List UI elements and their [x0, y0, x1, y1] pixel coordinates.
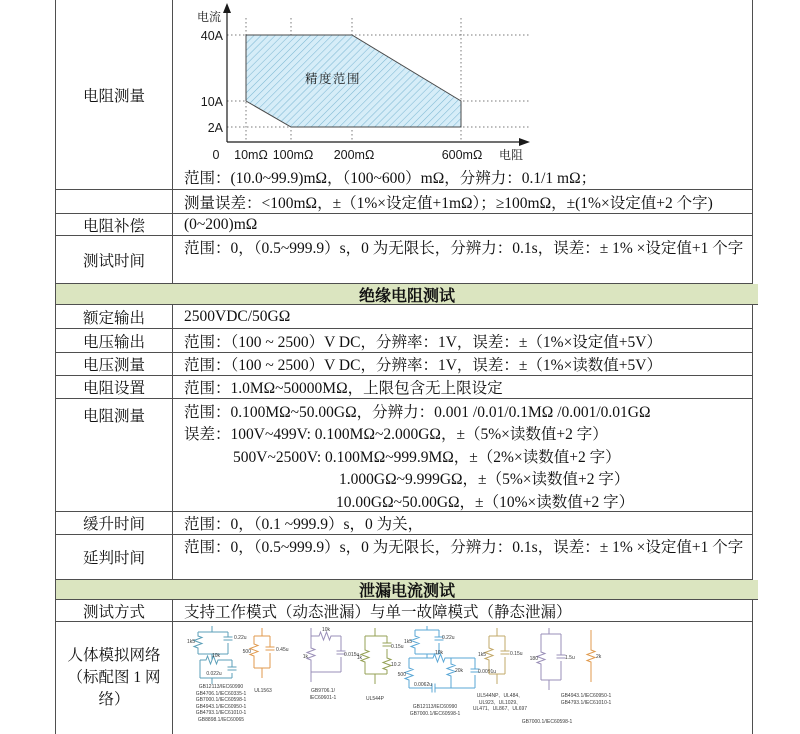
spec-row-resistance-measure: [56, 0, 752, 190]
row-label: [56, 214, 173, 235]
component-value: 500: [397, 672, 406, 678]
standard-line: GB4706.1/IEC60335-1: [195, 690, 247, 697]
row-value-text: 2500VDC/50GΩ: [184, 307, 291, 325]
network-7-standards: [505, 719, 589, 726]
row-label: [56, 353, 173, 375]
row-label: [56, 535, 173, 579]
row-label-text: 电阻设置: [82, 380, 145, 397]
row-value-line: 1.000GΩ~9.999GΩ，±（5%×读数值+2 字）: [339, 471, 630, 489]
accuracy-chart-area: [173, 0, 752, 189]
body-network-diagrams: [173, 622, 752, 734]
row-value-text: 范围：1.0MΩ~50000MΩ，上限包含无上限设定: [184, 380, 503, 397]
component-value: 180: [529, 656, 538, 662]
component-value: 0.15u: [391, 644, 404, 650]
component-value: 1k5: [186, 639, 195, 645]
standard-line: GB4943.1/IEC60950-1: [195, 703, 247, 710]
network-3-schematic: [297, 627, 360, 688]
row-label: [56, 190, 173, 213]
spec-row-resistance-comp: [56, 214, 752, 236]
row-label: [56, 600, 173, 621]
component-value: 2k: [596, 654, 602, 660]
row-label-text: 电阻测量: [82, 408, 145, 425]
component-value: 1k: [356, 655, 362, 661]
standard-line: UL544P: [365, 696, 385, 702]
y-axis-label: 电流: [197, 10, 222, 24]
accuracy-range-chart: [181, 2, 533, 166]
y-axis-arrow: [223, 3, 231, 13]
component-value: 0.22u: [442, 635, 455, 641]
section-header-leakage: [56, 580, 758, 600]
component-value: 1k5: [403, 639, 412, 645]
spec-row-resistance-set: [56, 376, 752, 399]
component-value: 0.45u: [276, 647, 289, 653]
network-5-schematic: [397, 626, 497, 694]
x-tick-0: 0: [212, 148, 220, 162]
spec-row-voltage-measure: [56, 353, 752, 376]
row-label-text: 测试方式: [82, 603, 145, 621]
y-tick-2A: 2A: [207, 121, 223, 135]
row-value-text: 范围：0，（0.1 ~999.9）s，0 为关，: [184, 516, 424, 533]
row-label-text: 延判时间: [82, 550, 145, 567]
row-value-text: 测量误差：<100mΩ，±（1%×设定值+1mΩ）；≥100mΩ，±(1%×设定值+2 个字): [184, 194, 713, 212]
standard-line: GB12113/IEC60990: [412, 704, 458, 710]
row-label: [56, 0, 173, 189]
row-label: [56, 399, 173, 511]
x-tick-100mohm: 100mΩ: [272, 148, 314, 162]
component-value: 10k: [211, 653, 221, 659]
component-value: 0.22u: [234, 635, 247, 641]
spec-row-ins-resistance-measure: [56, 399, 752, 512]
section-header-insulation: [56, 284, 758, 305]
component-value: 0.15u: [510, 651, 523, 657]
component-value: 0.022u: [206, 671, 222, 677]
network-7-schematic: [529, 628, 575, 694]
row-label-text: 人体模拟网络（标配图 1 网络）: [67, 647, 161, 708]
x-tick-10mohm: 10mΩ: [234, 148, 268, 162]
spec-row-delay-time: [56, 535, 752, 580]
network-2-standards: [243, 688, 283, 695]
network-6-standards: [458, 693, 542, 713]
component-value: 0.015u: [344, 652, 360, 658]
component-value: 500: [242, 649, 251, 655]
spec-row-test-mode: [56, 600, 752, 622]
resistance-range-text: 范围：(10.0~99.9)mΩ，（100~600）mΩ，分辨力：0.1/1 mΩ；: [184, 170, 597, 187]
spec-row-voltage-output: [56, 329, 752, 353]
component-value: 10k: [321, 627, 331, 633]
component-value: 1k: [302, 654, 308, 660]
row-value-line: 误差：100V~499V: 0.100MΩ~2.000GΩ，±（5%×读数值+2 字）: [184, 426, 608, 444]
row-label: [56, 305, 173, 328]
x-axis-label: 电阻: [499, 148, 524, 162]
standard-line: UL471、UL867、UL697: [472, 706, 528, 712]
component-value: 1k5: [477, 652, 486, 658]
spec-row-ramp-time: [56, 512, 752, 535]
row-label: [56, 512, 173, 534]
component-value: 0.0062u: [413, 682, 433, 688]
component-value: 10k: [434, 650, 444, 656]
row-label-text: 缓升时间: [82, 516, 145, 533]
row-value-text: 范围：（100 ~ 2500）V DC，分辨率：1V，误差：±（1%×读数值+5V）: [184, 357, 662, 374]
standard-line: UL923、UL1029、: [478, 699, 522, 706]
component-value: 10.2: [391, 662, 401, 668]
spec-row-test-time: [56, 236, 752, 284]
component-value: 0.0091u: [478, 669, 497, 675]
row-label-text: 电阻测量: [82, 87, 145, 105]
standard-line: GB9706.1/: [311, 688, 335, 694]
standard-line: UL544NP、UL484、: [476, 693, 524, 699]
row-label: [56, 236, 173, 283]
section-title: 绝缘电阻测试: [358, 287, 455, 305]
spec-table: [55, 0, 753, 734]
x-tick-200mohm: 200mΩ: [333, 148, 375, 162]
row-value-line: 10.00GΩ~50.00GΩ，±（10%×读数值+2 字）: [336, 493, 635, 511]
y-tick-40A: 40A: [200, 29, 223, 43]
row-value-text: 支持工作模式（动态泄漏）与单一故障模式（静态泄漏）: [184, 603, 572, 621]
y-tick-10A: 10A: [200, 95, 223, 109]
section-title: 泄漏电流测试: [358, 583, 455, 600]
standard-line: UL1563: [254, 688, 272, 694]
standard-line: IEC60601-1: [309, 694, 337, 701]
network-8-standards: [544, 693, 628, 706]
row-label: [56, 376, 173, 398]
standard-line: GB7000.1/IEC60598-1: [195, 697, 247, 703]
network-1-schematic: [186, 626, 250, 686]
row-value-text: 范围：0，（0.5~999.9）s，0 为无限长，分辨力：0.1s，误差：± 1% ×设定值+1 个字: [184, 539, 744, 556]
row-label-text: 电压测量: [82, 357, 145, 374]
standard-line: GB4793.1/IEC61010-1: [195, 710, 247, 716]
row-value-text: 范围：（100 ~ 2500）V DC，分辨率：1V，误差：±（1%×设定值+5V）: [184, 333, 662, 351]
network-3-standards: [295, 688, 351, 701]
row-value-text: 范围：0，（0.5~999.9）s，0 为无限长，分辨力：0.1s，误差：± 1% ×设定值+1 个字: [184, 240, 744, 257]
standard-line: GB4793.1/IEC61010-1: [560, 699, 612, 706]
network-4-standards: [355, 696, 395, 703]
spec-row-rated-output: [56, 305, 752, 329]
network-8-schematic: [579, 630, 607, 688]
row-label-text: 额定输出: [82, 309, 145, 327]
row-value-text: (0~200)mΩ: [184, 215, 258, 233]
row-label-text: 电压输出: [82, 333, 145, 351]
network-6-schematic: [477, 628, 523, 690]
standard-line: GB12113/IEC60990: [198, 684, 244, 690]
standard-line: GB7000.1/IEC60598-1: [521, 719, 573, 725]
region-label: 精度范围: [304, 72, 362, 86]
component-value: 20k: [455, 668, 464, 674]
standard-line: GB7000.1/IEC60598-1: [409, 710, 461, 717]
x-axis-arrow: [519, 138, 530, 146]
standard-line: GB8898.1/IEC60065: [197, 716, 245, 723]
network-4-schematic: [351, 628, 403, 688]
standard-line: GB4943.1/IEC60950-1: [560, 693, 612, 699]
spec-row-measure-error: [56, 190, 752, 214]
row-label: [56, 622, 173, 734]
row-label: [56, 329, 173, 352]
row-value-line: 范围：0.100MΩ~50.00GΩ，分辨力：0.001 /0.01/0.1MΩ /0.001/0.01GΩ: [184, 404, 651, 421]
row-label-text: 测试时间: [82, 252, 145, 270]
spec-row-body-network: [56, 622, 752, 734]
component-value: 1.5u: [565, 655, 575, 661]
row-value-line: 500V~2500V: 0.100MΩ~999.9MΩ，±（2%×读数值+2 字）: [233, 448, 621, 466]
network-2-schematic: [242, 628, 289, 686]
row-label-text: 电阻补偿: [82, 217, 145, 235]
x-tick-600mohm: 600mΩ: [441, 148, 483, 162]
